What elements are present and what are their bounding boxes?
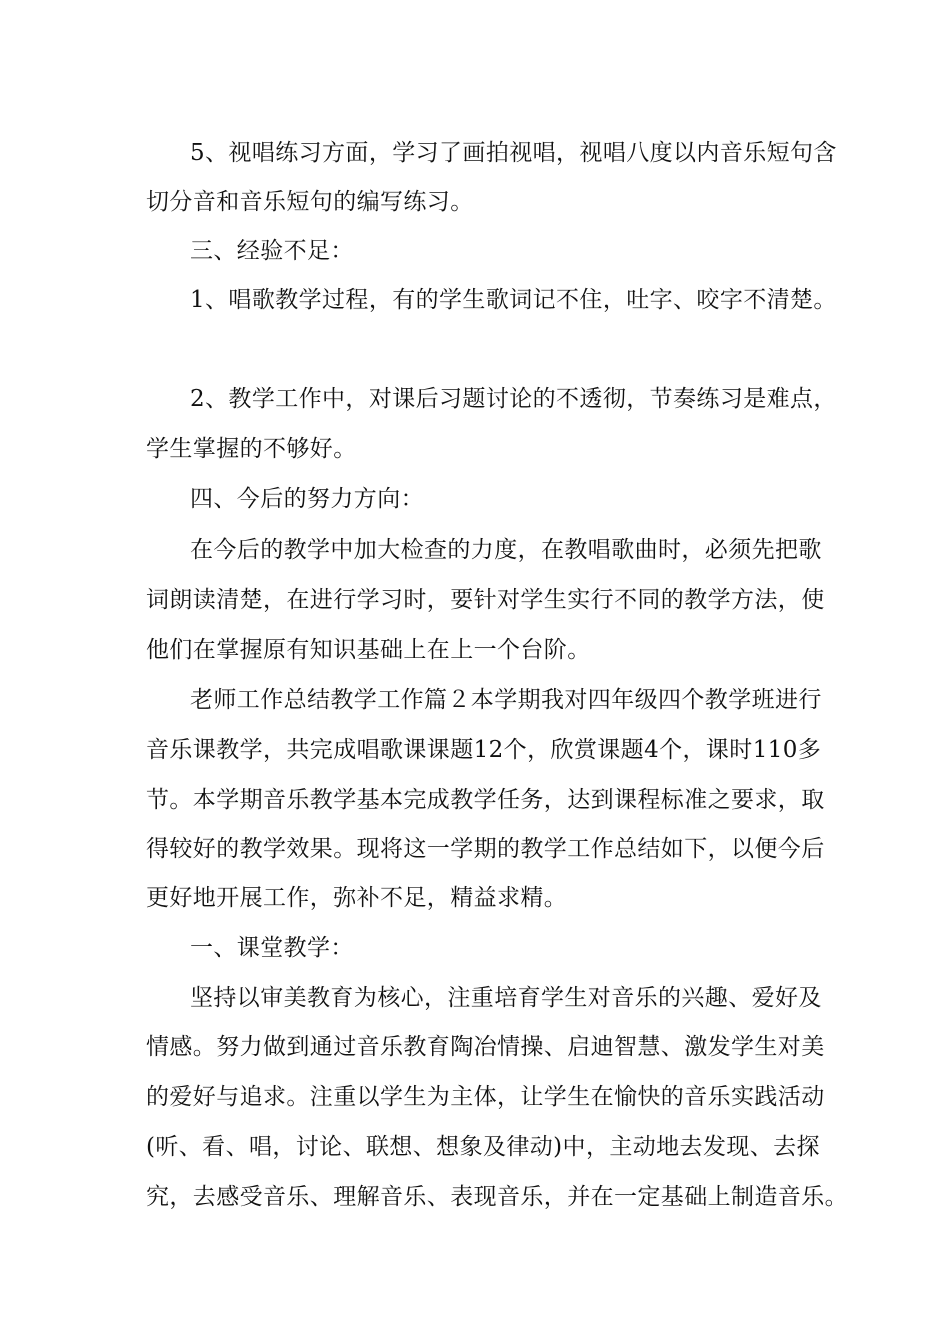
section-heading: 四、今后的努力方向： <box>190 486 424 512</box>
section-heading: 一、课堂教学： <box>190 935 354 961</box>
text-line: 他们在掌握原有知识基础上在上一个台阶。 <box>146 637 591 663</box>
text-line: 学生掌握的不够好。 <box>146 436 357 462</box>
text-line: 更好地开展工作，弥补不足，精益求精。 <box>146 885 568 911</box>
text-line: 词朗读清楚，在进行学习时，要针对学生实行不同的教学方法，使 <box>146 587 825 613</box>
text-line: 5、视唱练习方面，学习了画拍视唱，视唱八度以内音乐短句含 <box>190 140 837 166</box>
text-line: 节。本学期音乐教学基本完成教学任务，达到课程标准之要求，取 <box>146 787 825 813</box>
text-line: 情感。努力做到通过音乐教育陶冶情操、启迪智慧、激发学生对美 <box>146 1034 825 1060</box>
text-line: 老师工作总结教学工作篇２本学期我对四年级四个教学班进行 <box>190 687 822 713</box>
text-line: 的爱好与追求。注重以学生为主体，让学生在愉快的音乐实践活动 <box>146 1084 825 1110</box>
text-line: 得较好的教学效果。现将这一学期的教学工作总结如下，以便今后 <box>146 836 825 862</box>
text-line: 切分音和音乐短句的编写练习。 <box>146 189 474 215</box>
text-line: 在今后的教学中加大检查的力度，在教唱歌曲时，必须先把歌 <box>190 537 822 563</box>
text-line: 2、教学工作中，对课后习题讨论的不透彻，节奏练习是难点， <box>190 386 837 412</box>
text-line: 坚持以审美教育为核心，注重培育学生对音乐的兴趣、爱好及 <box>190 985 822 1011</box>
text-line: 音乐课教学，共完成唱歌课课题12个，欣赏课题4个，课时110多 <box>146 737 822 763</box>
text-line: (听、看、唱，讨论、联想、想象及律动)中，主动地去发现、去探 <box>146 1134 820 1160</box>
section-heading: 三、经验不足： <box>190 238 354 264</box>
text-line: 究，去感受音乐、理解音乐、表现音乐，并在一定基础上制造音乐。 <box>146 1184 848 1210</box>
text-line: 1、唱歌教学过程，有的学生歌词记不住，吐字、咬字不清楚。 <box>190 287 837 313</box>
